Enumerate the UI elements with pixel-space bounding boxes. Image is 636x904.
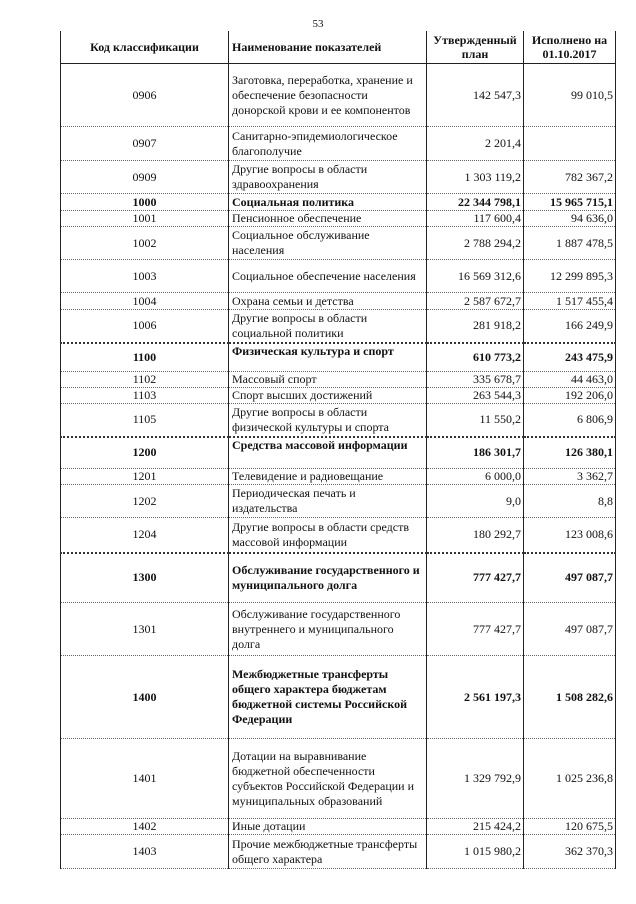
row-plan: 777 427,7 <box>427 553 524 603</box>
row-name: Спорт высших достижений <box>229 388 427 404</box>
row-plan: 11 550,2 <box>427 404 524 437</box>
row-code: 1200 <box>61 437 229 469</box>
row-plan: 281 918,2 <box>427 310 524 343</box>
row-name: Иные дотации <box>229 819 427 835</box>
table-row <box>61 835 616 869</box>
row-name: Физическая культура и спорт <box>229 343 427 372</box>
row-plan: 1 015 980,2 <box>427 835 524 869</box>
row-name: Другие вопросы в области средств массовой информации <box>229 518 427 553</box>
row-plan: 263 544,3 <box>427 388 524 404</box>
row-code: 1301 <box>61 603 229 656</box>
row-name: Социальное обслуживание населения <box>229 227 427 260</box>
row-code: 1102 <box>61 372 229 388</box>
table-row <box>61 161 616 194</box>
row-plan: 9,0 <box>427 485 524 518</box>
table-row <box>61 211 616 227</box>
row-executed: 166 249,9 <box>524 310 616 343</box>
row-executed: 497 087,7 <box>524 553 616 603</box>
row-executed: 3 362,7 <box>524 469 616 485</box>
row-plan: 186 301,7 <box>427 437 524 469</box>
row-code: 0906 <box>61 64 229 127</box>
table-row <box>61 518 616 553</box>
row-plan: 6 000,0 <box>427 469 524 485</box>
row-code: 1006 <box>61 310 229 343</box>
page-number: 53 <box>312 18 324 30</box>
row-executed: 126 380,1 <box>524 437 616 469</box>
row-code: 1003 <box>61 260 229 293</box>
row-name: Другие вопросы в области здравоохранения <box>229 161 427 194</box>
row-plan: 335 678,7 <box>427 372 524 388</box>
row-name: Обслуживание государственного внутреннего и муниципального долга <box>229 603 427 656</box>
row-name: Массовый спорт <box>229 372 427 388</box>
row-executed: 94 636,0 <box>524 211 616 227</box>
row-code: 1400 <box>61 656 229 739</box>
header-name: Наименование показателей <box>229 31 427 64</box>
row-code: 1105 <box>61 404 229 437</box>
row-executed: 15 965 715,1 <box>524 194 616 211</box>
row-executed <box>524 127 616 161</box>
table-row-section <box>61 437 616 469</box>
row-executed: 782 367,2 <box>524 161 616 194</box>
header-executed: Исполнено на 01.10.2017 <box>524 31 616 64</box>
row-plan: 2 788 294,2 <box>427 227 524 260</box>
table-row <box>61 469 616 485</box>
table-row-section <box>61 553 616 603</box>
row-name: Заготовка, переработка, хранение и обеспечение безопасности донорской крови и ее компонентов <box>229 64 427 127</box>
table-row <box>61 310 616 343</box>
row-plan: 777 427,7 <box>427 603 524 656</box>
table-row-section <box>61 194 616 211</box>
table-row <box>61 127 616 161</box>
row-executed: 243 475,9 <box>524 343 616 372</box>
row-executed: 1 025 236,8 <box>524 739 616 819</box>
row-code: 1103 <box>61 388 229 404</box>
row-plan: 142 547,3 <box>427 64 524 127</box>
row-plan: 610 773,2 <box>427 343 524 372</box>
row-name: Охрана семьи и детства <box>229 293 427 310</box>
row-executed: 1 517 455,4 <box>524 293 616 310</box>
table-row-section <box>61 656 616 739</box>
row-name: Другие вопросы в области физической культуры и спорта <box>229 404 427 437</box>
row-name: Социальная политика <box>229 194 427 211</box>
row-code: 1402 <box>61 819 229 835</box>
row-name: Санитарно-эпидемиологическое благополучие <box>229 127 427 161</box>
row-executed: 192 206,0 <box>524 388 616 404</box>
row-code: 0907 <box>61 127 229 161</box>
row-name: Обслуживание государственного и муниципального долга <box>229 553 427 603</box>
table-row <box>61 388 616 404</box>
row-executed: 497 087,7 <box>524 603 616 656</box>
row-plan: 16 569 312,6 <box>427 260 524 293</box>
table-body <box>61 64 616 869</box>
row-plan: 2 201,4 <box>427 127 524 161</box>
table-row-section <box>61 343 616 372</box>
row-executed: 99 010,5 <box>524 64 616 127</box>
table-row <box>61 64 616 127</box>
row-code: 0909 <box>61 161 229 194</box>
row-executed: 1 887 478,5 <box>524 227 616 260</box>
table-row <box>61 819 616 835</box>
row-name: Другие вопросы в области социальной политики <box>229 310 427 343</box>
row-executed: 362 370,3 <box>524 835 616 869</box>
table-row <box>61 227 616 260</box>
header-plan: Утвержденный план <box>427 31 524 64</box>
row-name: Социальное обеспечение населения <box>229 260 427 293</box>
row-plan: 215 424,2 <box>427 819 524 835</box>
row-code: 1403 <box>61 835 229 869</box>
table-row <box>61 293 616 310</box>
row-executed: 8,8 <box>524 485 616 518</box>
row-name: Средства массовой информации <box>229 437 427 469</box>
row-code: 1002 <box>61 227 229 260</box>
row-executed: 1 508 282,6 <box>524 656 616 739</box>
row-executed: 12 299 895,3 <box>524 260 616 293</box>
row-plan: 2 561 197,3 <box>427 656 524 739</box>
table-row <box>61 404 616 437</box>
row-name: Межбюджетные трансферты общего характера бюджетам бюджетной системы Российской Федерации <box>229 656 427 739</box>
table-header <box>61 31 616 64</box>
row-name: Дотации на выравнивание бюджетной обеспеченности субъектов Российской Федерации и муниципальных образований <box>229 739 427 819</box>
row-code: 1204 <box>61 518 229 553</box>
row-code: 1201 <box>61 469 229 485</box>
budget-table <box>60 31 616 869</box>
table-row <box>61 372 616 388</box>
row-code: 1001 <box>61 211 229 227</box>
row-executed: 120 675,5 <box>524 819 616 835</box>
row-executed: 6 806,9 <box>524 404 616 437</box>
row-plan: 1 303 119,2 <box>427 161 524 194</box>
row-code: 1100 <box>61 343 229 372</box>
table-row <box>61 739 616 819</box>
row-plan: 22 344 798,1 <box>427 194 524 211</box>
row-plan: 2 587 672,7 <box>427 293 524 310</box>
table-row <box>61 485 616 518</box>
row-plan: 117 600,4 <box>427 211 524 227</box>
row-executed: 44 463,0 <box>524 372 616 388</box>
row-code: 1401 <box>61 739 229 819</box>
table-row <box>61 603 616 656</box>
row-plan: 180 292,7 <box>427 518 524 553</box>
budget-table-container <box>60 31 615 869</box>
row-plan: 1 329 792,9 <box>427 739 524 819</box>
table-row <box>61 260 616 293</box>
row-code: 1004 <box>61 293 229 310</box>
row-name: Телевидение и радиовещание <box>229 469 427 485</box>
row-code: 1000 <box>61 194 229 211</box>
row-code: 1202 <box>61 485 229 518</box>
row-name: Прочие межбюджетные трансферты общего характера <box>229 835 427 869</box>
row-executed: 123 008,6 <box>524 518 616 553</box>
header-code: Код классификации <box>61 31 229 64</box>
row-name: Периодическая печать и издательства <box>229 485 427 518</box>
row-code: 1300 <box>61 553 229 603</box>
row-name: Пенсионное обеспечение <box>229 211 427 227</box>
